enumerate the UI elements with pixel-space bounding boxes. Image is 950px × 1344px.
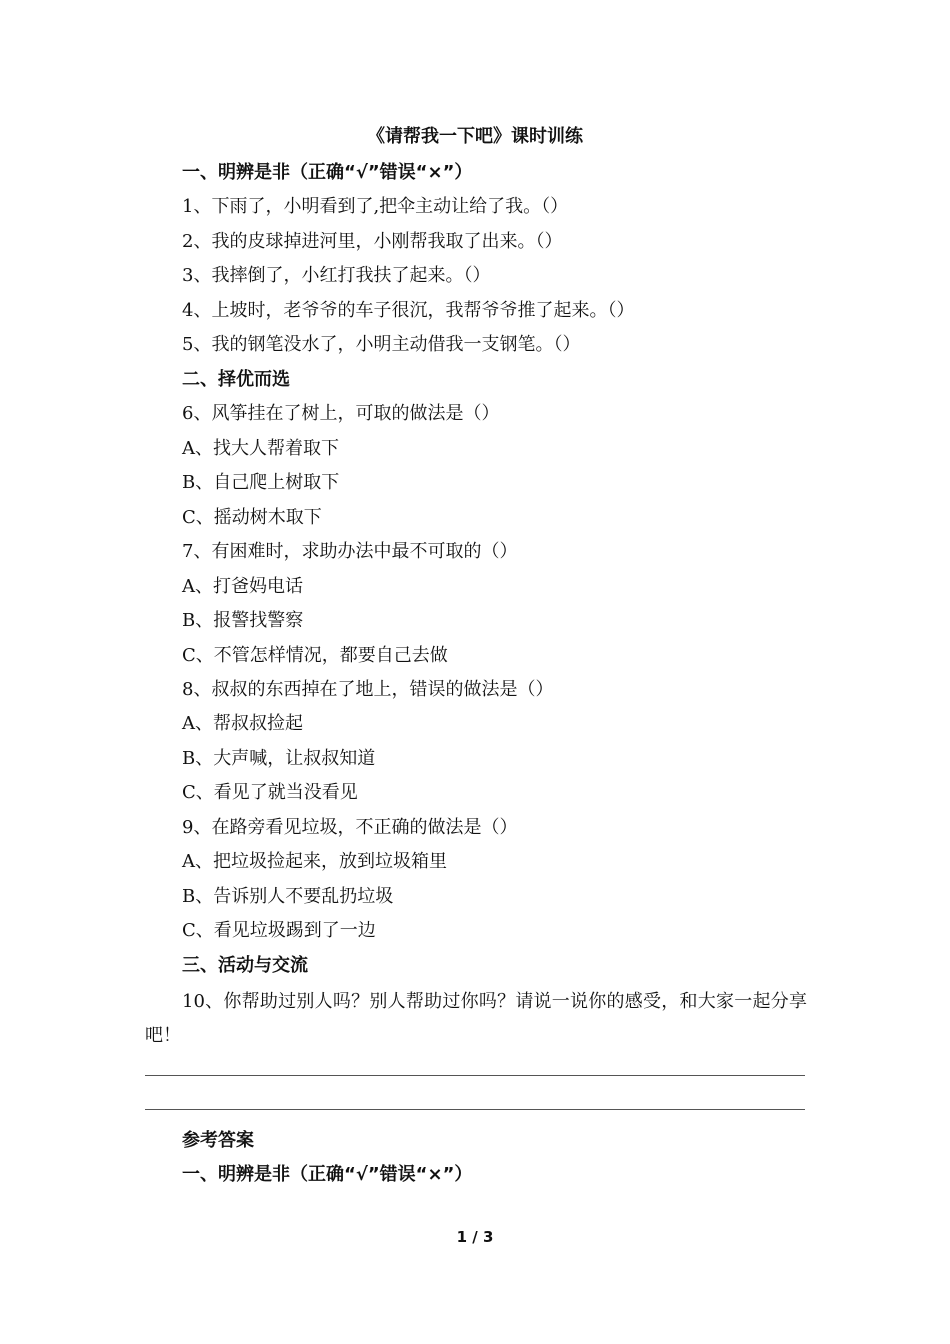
- section-heading-true-false: 一、明辨是非（正确“√”错误“×”）: [182, 162, 473, 183]
- question-item: 6、风筝挂在了树上，可取的做法是（）: [182, 403, 500, 424]
- question-item: 2、我的皮球掉进河里，小刚帮我取了出来。（）: [182, 231, 563, 252]
- choice-option: A、找大人帮着取下: [182, 438, 339, 459]
- answer-line: [145, 1075, 805, 1076]
- question-item: 5、我的钢笔没水了，小明主动借我一支钢笔。（）: [182, 334, 581, 355]
- question-item: 7、有困难时，求助办法中最不可取的（）: [182, 541, 518, 562]
- answer-line: [145, 1109, 805, 1110]
- choice-option: A、帮叔叔捡起: [182, 713, 303, 734]
- choice-option: B、报警找警察: [182, 610, 304, 631]
- choice-option: B、大声喊，让叔叔知道: [182, 748, 376, 769]
- question-item: 3、我摔倒了，小红打我扶了起来。（）: [182, 265, 491, 286]
- question-item: 4、上坡时，老爷爷的车子很沉，我帮爷爷推了起来。（）: [182, 300, 635, 321]
- page-number: 1 / 3: [456, 1228, 494, 1246]
- activity-question: 10、你帮助过别人吗？别人帮助过你吗？请说一说你的感受，和大家一起分享吧！: [145, 991, 807, 1046]
- question-item: 9、在路旁看见垃圾，不正确的做法是（）: [182, 817, 518, 838]
- choice-option: C、看见了就当没看见: [182, 782, 358, 803]
- document-title: 《请帮我一下吧》课时训练: [367, 126, 583, 147]
- choice-option: A、打爸妈电话: [182, 576, 303, 597]
- choice-option: C、不管怎样情况，都要自己去做: [182, 645, 448, 666]
- question-item: 8、叔叔的东西掉在了地上，错误的做法是（）: [182, 679, 554, 700]
- choice-option: A、把垃圾捡起来，放到垃圾箱里: [182, 851, 447, 872]
- answers-section-heading: 一、明辨是非（正确“√”错误“×”）: [182, 1164, 473, 1185]
- question-item: 1、下雨了，小明看到了,把伞主动让给了我。（）: [182, 196, 569, 217]
- answers-heading: 参考答案: [182, 1130, 254, 1151]
- section-heading-multiple-choice: 二、择优而选: [182, 369, 290, 390]
- section-heading-activity: 三、活动与交流: [182, 955, 308, 976]
- choice-option: B、告诉别人不要乱扔垃圾: [182, 886, 394, 907]
- choice-option: B、自己爬上树取下: [182, 472, 340, 493]
- choice-option: C、看见垃圾踢到了一边: [182, 920, 376, 941]
- choice-option: C、摇动树木取下: [182, 507, 322, 528]
